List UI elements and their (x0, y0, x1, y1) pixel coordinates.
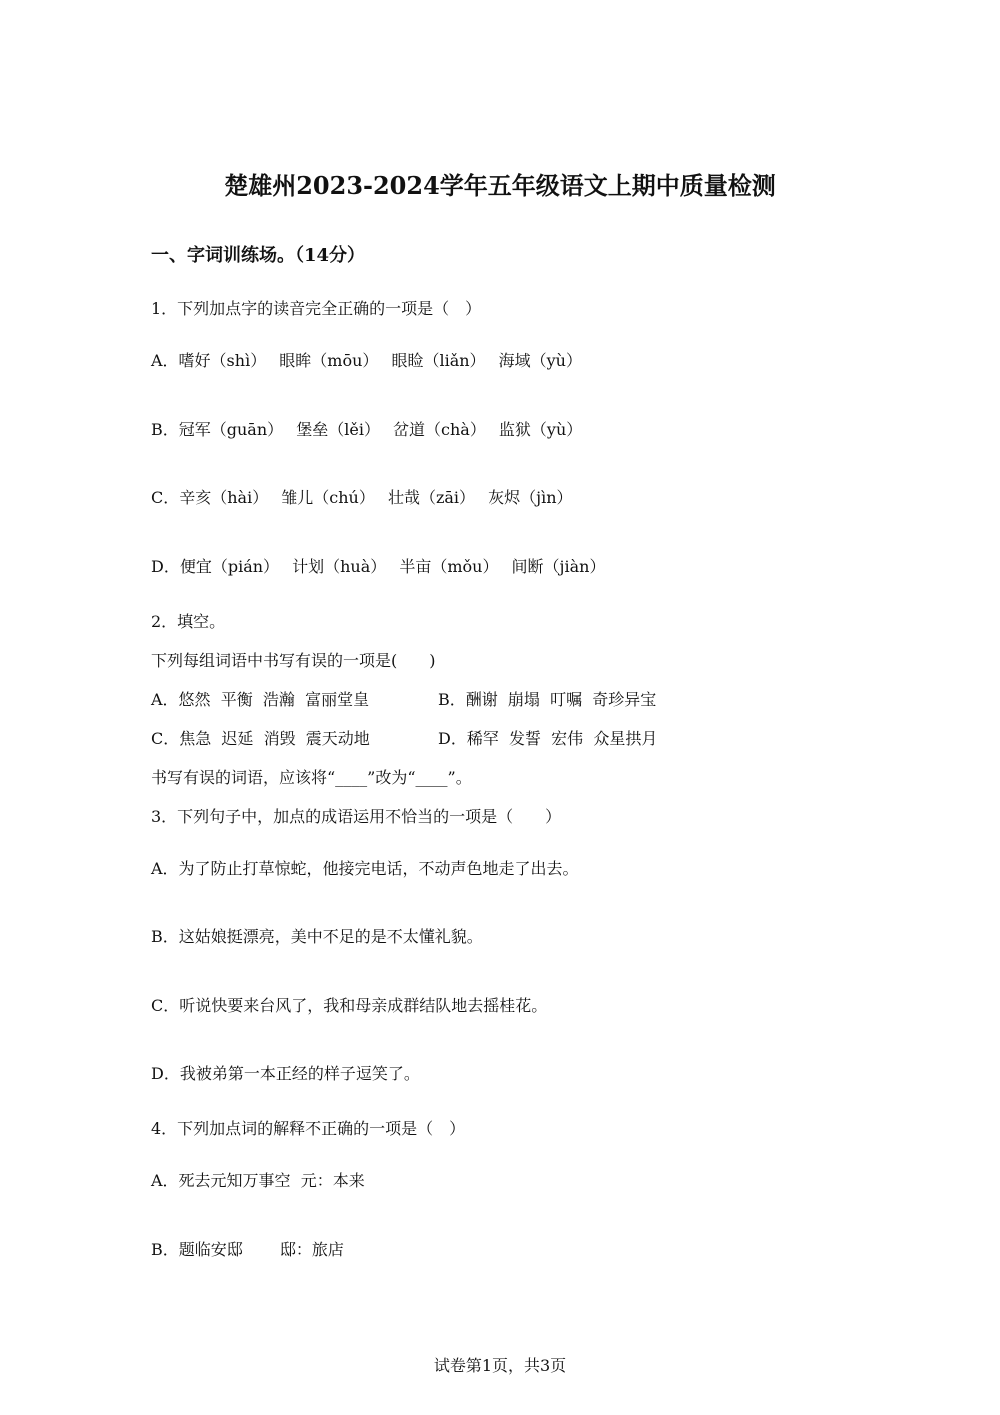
question-2-option-c: C．焦急 迟延 消毁 震天动地 (151, 729, 370, 748)
question-4-option-b: B．题临安邸 邸：旅店 (151, 1240, 344, 1259)
question-1-option-b: B．冠军（guān） 堡垒（lěi） 岔道（chà） 监狱（yù） (151, 420, 583, 439)
question-2-option-a: A．悠然 平衡 浩瀚 富丽堂皇 (151, 690, 370, 709)
question-2-stem: 2．填空。 (151, 612, 226, 631)
question-2-fill-blank: 书写有误的词语，应该将“____”改为“____”。 (151, 768, 472, 787)
question-4-stem: 4．下列加点词的解释不正确的一项是（ ） (151, 1119, 466, 1138)
question-1-option-c: C．辛亥（hài） 雏儿（chú） 壮哉（zāi） 灰烬（jìn） (151, 488, 573, 507)
question-1-stem: 1．下列加点字的读音完全正确的一项是（ ） (151, 299, 482, 318)
page-footer: 试卷第1页，共3页 (433, 1356, 567, 1375)
question-2-option-b: B．酬谢 崩塌 叮嘱 奇珍异宝 (438, 690, 657, 709)
question-3-option-a: A．为了防止打草惊蛇，他接完电话，不动声色地走了出去。 (151, 859, 579, 878)
question-1-option-d: D．便宜（pián） 计划（huà） 半亩（mǒu） 间断（jiàn） (151, 557, 606, 576)
question-2-option-d: D．稀罕 发誓 宏伟 众星拱月 (438, 729, 658, 748)
page-title: 楚雄州2023-2024学年五年级语文上期中质量检测 (224, 171, 776, 200)
question-4-option-a: A．死去元知万事空 元：本来 (151, 1171, 365, 1190)
question-3-stem: 3．下列句子中，加点的成语运用不恰当的一项是（ ） (151, 807, 562, 826)
question-1-option-a: A．嗜好（shì） 眼眸（mōu） 眼睑（liǎn） 海域（yù） (151, 351, 582, 370)
question-2-subquestion: 下列每组词语中书写有误的一项是( ) (151, 651, 436, 670)
question-3-option-d: D．我被弟第一本正经的样子逗笑了。 (151, 1064, 420, 1083)
question-3-option-c: C．听说快要来台风了，我和母亲成群结队地去摇桂花。 (151, 996, 548, 1015)
section-heading: 一、字词训练场。（14分） (151, 245, 366, 266)
question-3-option-b: B．这姑娘挺漂亮，美中不足的是不太懂礼貌。 (151, 927, 483, 946)
